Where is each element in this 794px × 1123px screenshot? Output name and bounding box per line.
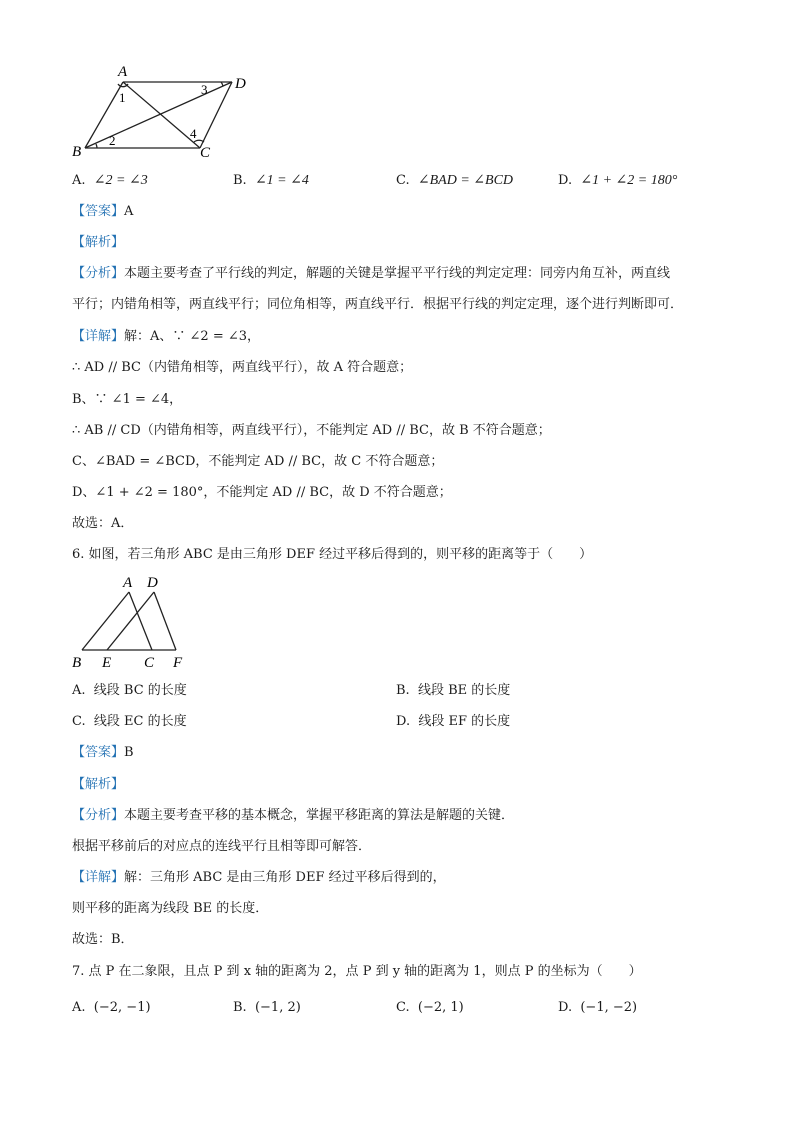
q5-option-d: D. ∠1 + ∠2 = 180°: [558, 173, 678, 188]
q5-detail-3: B、∵ ∠1 = ∠4，: [72, 392, 183, 407]
label-C: C: [200, 145, 211, 161]
label-E: E: [102, 655, 112, 671]
q5-analysis-title: 【解析】: [72, 235, 125, 250]
q6-option-d: D. 线段 EF 的长度: [396, 714, 511, 729]
q6-detail-2: 则平移的距离为线段 BE 的长度．: [72, 901, 269, 916]
q6-option-a: A. 线段 BC 的长度: [72, 683, 187, 698]
q5-detail-4: ∴ AB // CD（内错角相等，两直线平行），不能判定 AD // BC，故 B 不符合题意；: [72, 423, 551, 438]
q5-option-a: A. ∠2 = ∠3: [72, 173, 148, 188]
q5-detail-5: C、∠BAD = ∠BCD，不能判定 AD // BC，故 C 不符合题意；: [72, 454, 444, 469]
q6-option-b: B. 线段 BE 的长度: [396, 683, 511, 698]
q6-analysis-title: 【解析】: [72, 777, 125, 792]
q6-option-c: C. 线段 EC 的长度: [72, 714, 187, 729]
q5-analysis-2: 平行；内错角相等，两直线平行；同位角相等，两直线平行．根据平行线的判定定理，逐个进行判断即可．: [72, 297, 684, 312]
parallelogram-figure: [66, 62, 256, 162]
q5-option-c: C. ∠BAD = ∠BCD: [396, 173, 514, 188]
q6-stem: 6. 如图，若三角形 ABC 是由三角形 DEF 经过平移后得到的，则平移的距离等于（ ）: [72, 547, 593, 562]
q5-analysis-1: 【分析】本题主要考查了平行线的判定，解题的关键是掌握平平行线的判定定理：同旁内角互补，两直线: [72, 266, 671, 281]
q7-option-c: C. (−2, 1): [396, 1000, 464, 1015]
translation-figure: [66, 570, 196, 672]
q7-option-a: A. (−2, −1): [72, 1000, 151, 1015]
label-B: B: [72, 655, 82, 671]
angle-1: 1: [119, 90, 126, 105]
q5-option-b: B. ∠1 = ∠4: [233, 173, 309, 188]
q5-detail-2: ∴ AD // BC（内错角相等，两直线平行），故 A 符合题意；: [72, 360, 413, 375]
label-C: C: [144, 655, 155, 671]
q7-stem: 7. 点 P 在二象限，且点 P 到 x 轴的距离为 2，点 P 到 y 轴的距离为 1，则点 P 的坐标为（ ）: [72, 964, 642, 979]
q7-option-b: B. (−1, 2): [233, 1000, 301, 1015]
angle-3: 3: [201, 82, 208, 97]
label-F: F: [173, 655, 183, 671]
label-A: A: [118, 64, 128, 80]
label-B: B: [72, 144, 82, 160]
q6-choose: 故选：B．: [72, 932, 134, 947]
angle-4: 4: [190, 126, 197, 141]
angle-2: 2: [109, 133, 116, 148]
q5-choose: 故选：A．: [72, 516, 134, 531]
q6-answer: 【答案】B: [72, 745, 134, 760]
q5-answer: 【答案】A: [72, 204, 134, 219]
q6-analysis-1: 【分析】本题主要考查平移的基本概念，掌握平移距离的算法是解题的关键．: [72, 808, 515, 823]
q6-analysis-2: 根据平移前后的对应点的连线平行且相等即可解答．: [72, 839, 372, 854]
q5-detail-6: D、∠1 + ∠2 = 180°，不能判定 AD // BC，故 D 不符合题意；: [72, 485, 452, 500]
q6-detail-1: 【详解】解：三角形 ABC 是由三角形 DEF 经过平移后得到的，: [72, 870, 446, 885]
q7-option-d: D. (−1, −2): [558, 1000, 638, 1015]
q5-detail-1: 【详解】解：A、∵ ∠2 = ∠3，: [72, 329, 261, 344]
label-A: A: [123, 575, 133, 591]
label-D: D: [235, 76, 246, 92]
label-D: D: [147, 575, 158, 591]
